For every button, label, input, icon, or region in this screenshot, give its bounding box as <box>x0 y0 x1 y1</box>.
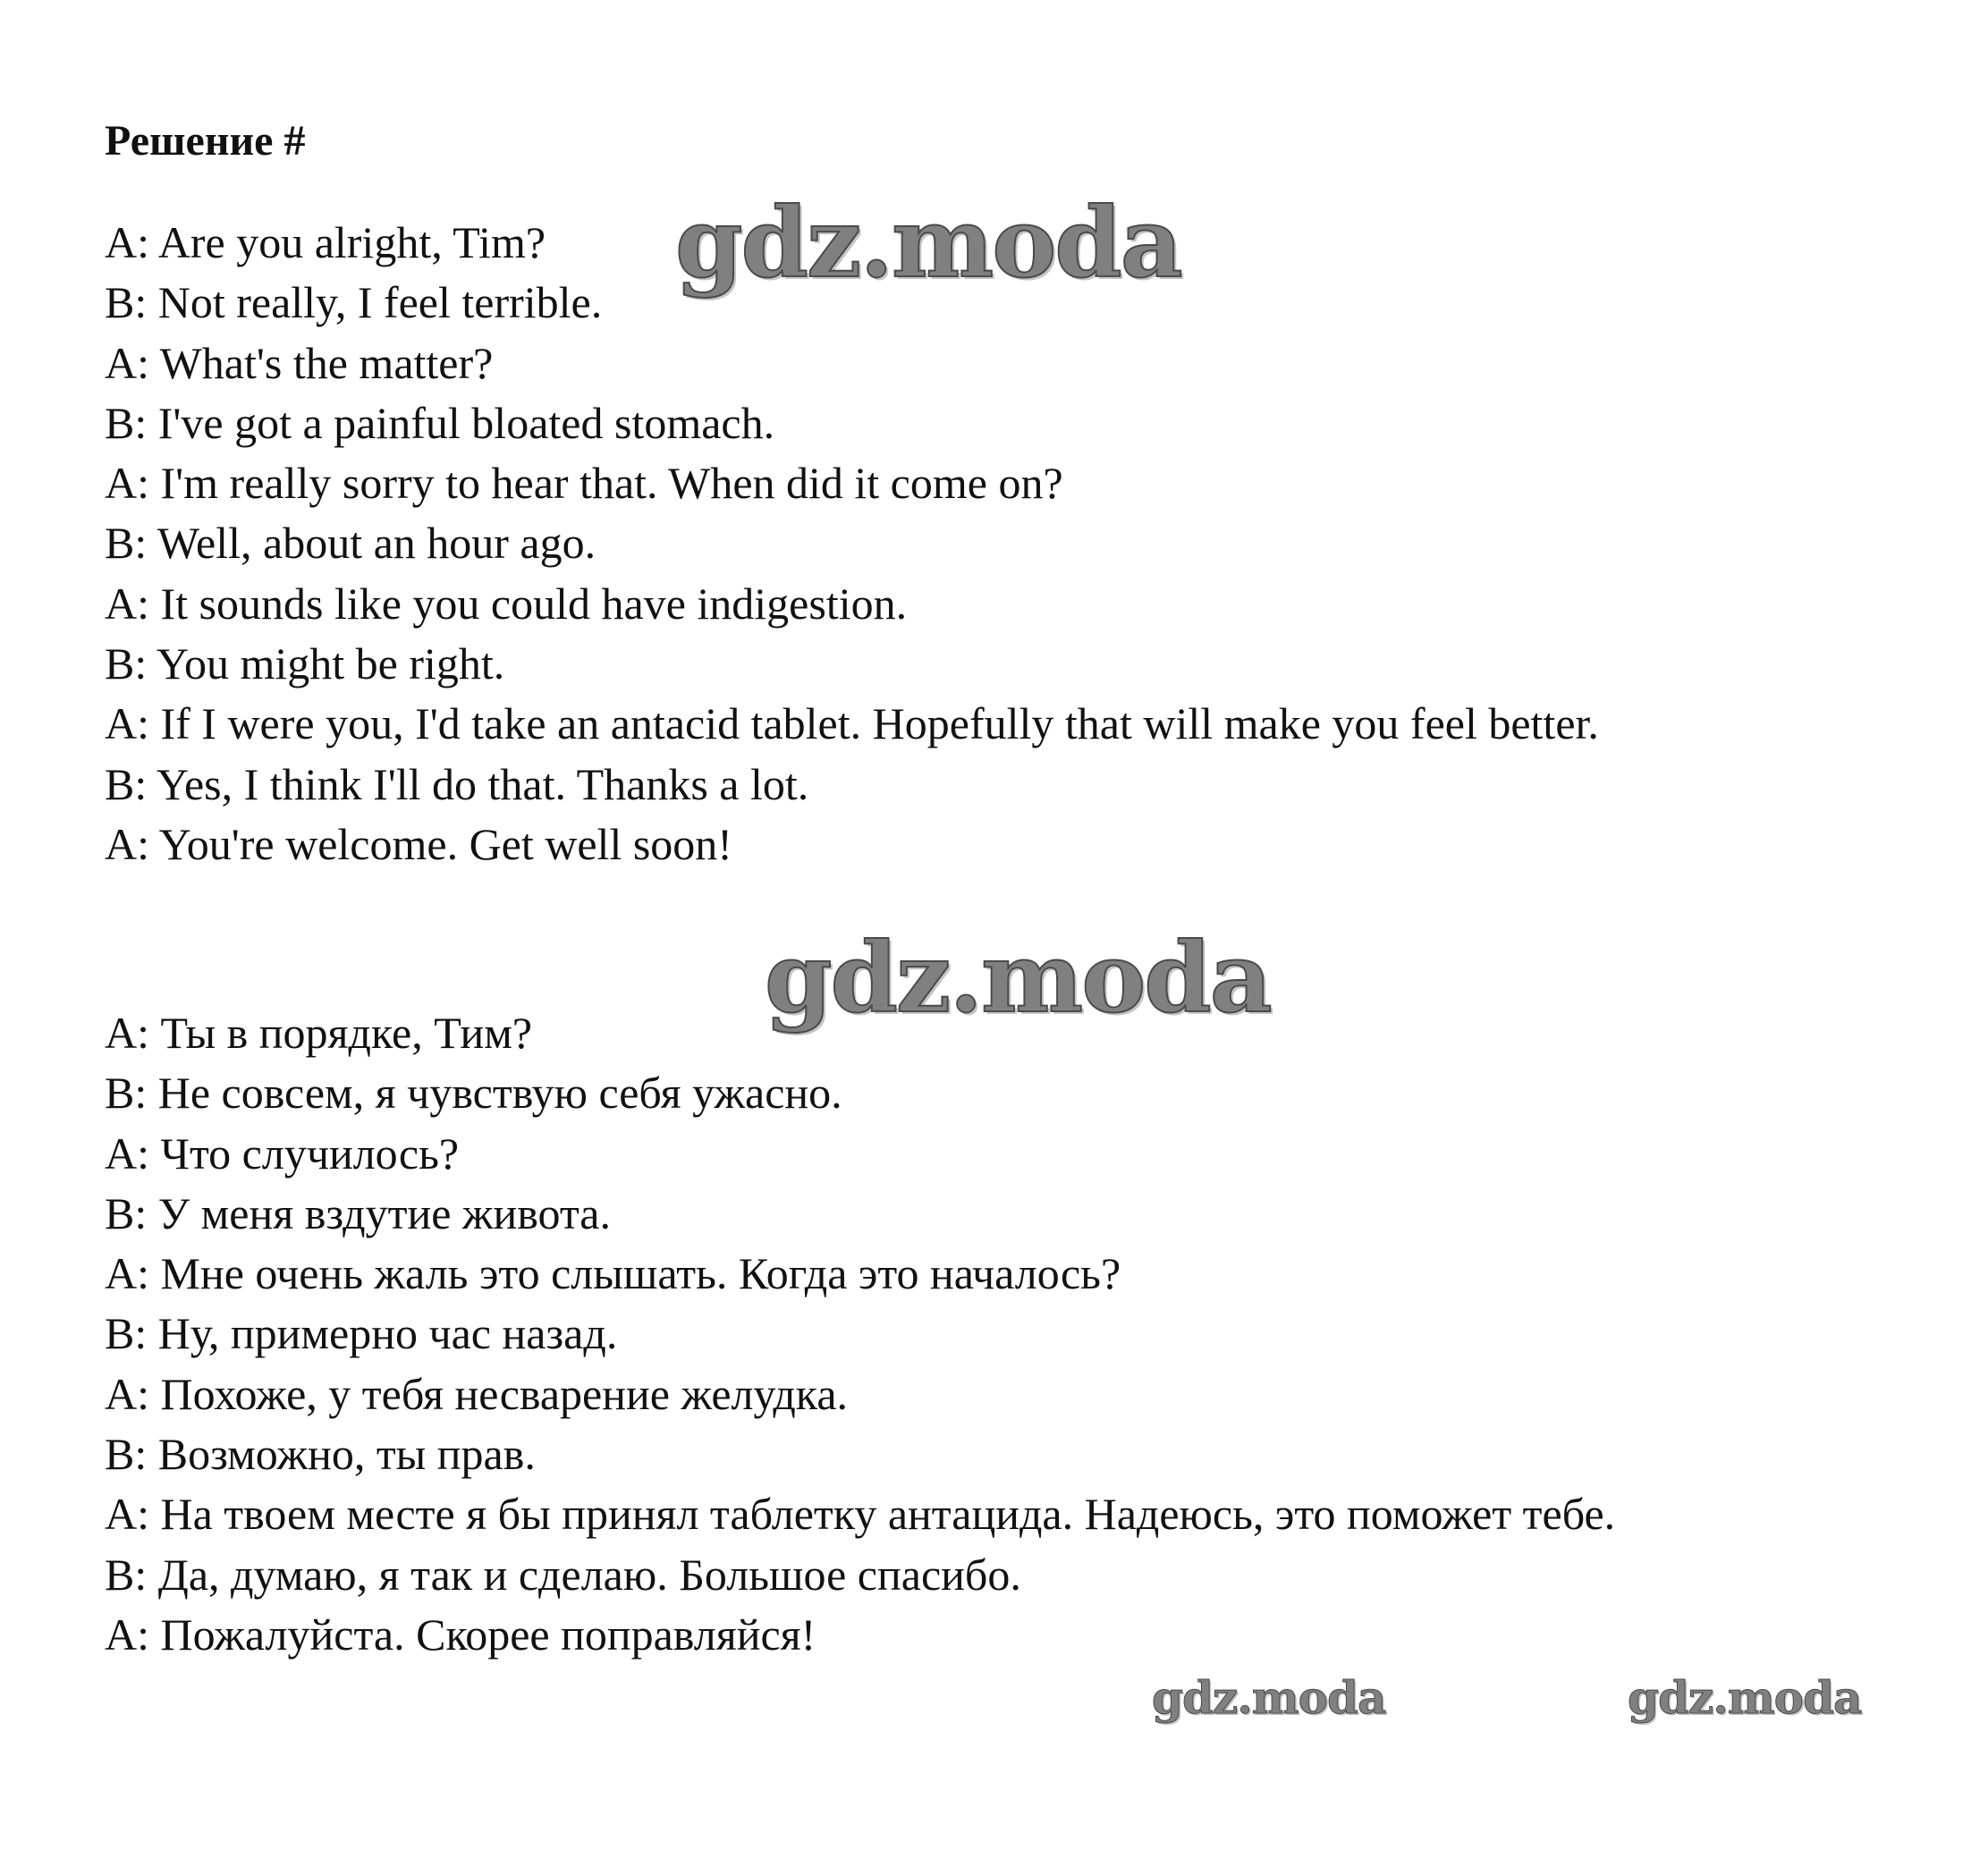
watermark: gdz.moda <box>765 922 1271 1035</box>
dialogue-line: A: I'm really sorry to hear that. When did it come on? <box>105 458 1063 509</box>
dialogue-line: A: Пожалуйста. Скорее поправляйся! <box>105 1609 816 1660</box>
dialogue-line: B: Возможно, ты прав. <box>105 1429 536 1480</box>
watermark: gdz.moda <box>675 187 1181 300</box>
dialogue-line: B: Not really, I feel terrible. <box>105 277 603 328</box>
dialogue-line: A: What's the matter? <box>105 337 494 388</box>
dialogue-line: B: You might be right. <box>105 638 505 689</box>
dialogue-line: A: На твоем месте я бы принял таблетку антацида. Надеюсь, это поможет тебе. <box>105 1489 1616 1540</box>
watermark: gdz.moda <box>1152 1671 1386 1724</box>
dialogue-line: A: Мне очень жаль это слышать. Когда это началось? <box>105 1248 1121 1299</box>
dialogue-line: B: Да, думаю, я так и сделаю. Большое спасибо. <box>105 1549 1021 1600</box>
dialogue-line: A: Что случилось? <box>105 1128 460 1178</box>
russian-dialogue <box>105 1003 1857 1665</box>
watermark: gdz.moda <box>1628 1671 1862 1724</box>
dialogue-line: B: У меня вздутие живота. <box>105 1187 611 1238</box>
dialogue-line: A: Похоже, у тебя несварение желудка. <box>105 1368 849 1419</box>
dialogue-line: A: You're welcome. Get well soon! <box>105 818 732 869</box>
dialogue-line: B: Well, about an hour ago. <box>105 518 596 569</box>
dialogue-line: B: Yes, I think I'll do that. Thanks a lot. <box>105 758 809 809</box>
dialogue-line: A: It sounds like you could have indigestion. <box>105 578 908 629</box>
english-dialogue <box>105 213 1857 874</box>
dialogue-line: A: Are you alright, Tim? <box>105 217 546 267</box>
dialogue-line: B: Не совсем, я чувствую себя ужасно. <box>105 1068 842 1119</box>
dialogue-line: B: I've got a painful bloated stomach. <box>105 397 775 448</box>
dialogue-line: B: Ну, примерно час назад. <box>105 1308 618 1359</box>
solution-heading: Решение # <box>105 117 306 165</box>
dialogue-line: A: If I were you, I'd take an antacid tablet. Hopefully that will make you feel better. <box>105 698 1599 749</box>
dialogue-line: A: Ты в порядке, Тим? <box>105 1008 533 1058</box>
